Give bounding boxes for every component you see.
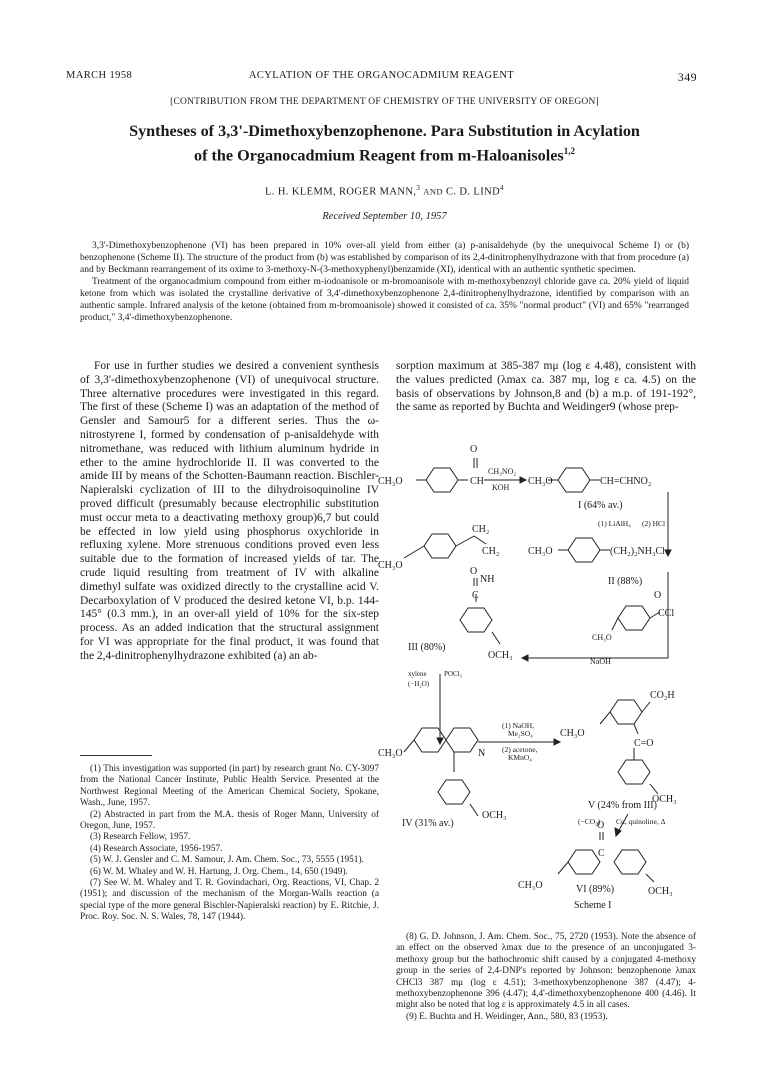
scheme-label: xylene: [408, 670, 427, 678]
scheme-label: Cu, quinoline, Δ: [616, 817, 666, 826]
footnote: (2) Abstracted in part from the M.A. thesis of Roger Mann, University of Oregon, June, 1957.: [80, 809, 379, 832]
author-mann-marker: 3: [416, 184, 421, 192]
benzene-ring: [460, 608, 492, 632]
abstract: [80, 240, 689, 324]
scheme-label: NaOH: [590, 657, 611, 666]
abstract-paragraph-1: 3,3'-Dimethoxybenzophenone (VI) has been prepared in 10% over-all yield from either (a) p-anisaldehyde (by the unequivocal Scheme I) or (b) benzophenone (Scheme II). The structure of the product from (b) was established by comparison of its 2,4-dinitrophenylhydrazone with that from procedure (a) and by Beckmann rearrangement of its oxime to 3-methoxy-N-(3-methoxyphenyl)benzamide (XI), identical with an authentic synthetic specimen.: [80, 241, 689, 275]
body-paragraph-1: For use in further studies we desired a convenient synthesis of 3,3'-dimethoxybenzophenone (VI) of unequivocal structure. Three alternative procedures were investigated in this regard. The first of these (Scheme I) was an adaptation of the method of Gensler and Samour5 for a different series. Thus the ω-nitrostyrene I, formed by condensation of p-anisaldehyde with nitromethane, was reduced with lithium aluminum hydride in ether to the amine hydrochloride II. II was converted to the amide III by means of the Schotten-Baumann reaction. Bischler-Napieralski cyclization of III to the dihydroisoquinoline IV proved difficult (presumably because electrophilic substitution must occur meta to a deactivating methoxy group)6,7 but could be effected in low yield using phosphorus oxychloride in refluxing xylene. More strenuous conditions proved even less suitable due to the formation of increased yields of tar. The crude liquid resulting from treatment of IV with alkaline dimethyl sulfate was oxidized directly to the crystalline acid V. Decarboxylation of V produced the desired ketone VI, b.p. 144-145° (0.3 mm.), in an over-all yield of 10% for the six-step process. As an added indication that the structural assignment for VI was appropriate for the final product, it was found that the 2,4-dinitrophenylhydrazone exhibited (a) an ab-: [80, 360, 379, 662]
scheme-label: II (88%): [608, 576, 643, 587]
title-line-1: Syntheses of 3,3'-Dimethoxybenzophenone. Para Substitution in Acylation: [129, 122, 640, 140]
scheme-label: NH: [480, 574, 495, 585]
scheme-label: CH₃O: [378, 748, 403, 759]
running-head-date: MARCH 1958: [66, 70, 133, 81]
scheme-label: OCH₃: [482, 810, 507, 821]
footnote: (6) W. M. Whaley and W. H. Hartung, J. Org. Chem., 14, 650 (1949).: [90, 866, 348, 877]
scheme-label: III (80%): [408, 642, 446, 653]
abstract-paragraph-2: Treatment of the organocadmium compound from either m-iodoanisole or m-bromoanisole with m-methoxybenzoyl chloride gave ca. 20% yield of liquid ketone from which was isolated the crystalline derivative of 3,4'-dimethoxybenzophenone 2,4-dinitrophenylhydrazone, identified by comparison with an authentic sample. Infrared analysis of the ketone (obtained from m-bromoanisole) showed it consisted of ca. 35% "normal product" (VI) and 65% "rearranged product," 3,4'-dimethoxybenzophenone.: [80, 277, 689, 323]
scheme-label: (−H₂O): [408, 680, 430, 688]
scheme-label: C: [598, 848, 605, 859]
benzene-ring: [614, 850, 646, 874]
scheme-label: CH=CHNO₂: [600, 476, 652, 487]
body-right-column: [396, 360, 696, 415]
title-line-2-text: of the Organocadmium Reagent from m-Haloanisoles: [194, 146, 564, 165]
benzene-ring: [424, 534, 456, 558]
scheme-label: OCH₃: [488, 650, 513, 661]
scheme-label: CO₂H: [650, 690, 675, 701]
footnote: (9) E. Buchta and H. Weidinger, Ann., 580, 83 (1953).: [406, 1011, 608, 1022]
benzene-ring: [438, 780, 470, 804]
contribution-line: [CONTRIBUTION FROM THE DEPARTMENT OF CHEMISTRY OF THE UNIVERSITY OF OREGON]: [170, 97, 599, 107]
footnote: (3) Research Fellow, 1957.: [90, 832, 191, 843]
scheme-1-drawing: [378, 422, 696, 912]
scheme-label: CH₃O: [518, 880, 543, 891]
benzene-ring: [618, 760, 650, 784]
footnote: (1) This investigation was supported (in part) by research grant No. CY-3097 from the National Cancer Institute, Public Health Service. Presented at the Northwest Regional Meeting of the American Chemical Society, Spokane, Wash., June, 1957.: [80, 764, 379, 809]
scheme-label: CCl: [658, 608, 675, 619]
title-footnote-marker: 1,2: [563, 146, 575, 156]
scheme-caption: Scheme I: [574, 900, 612, 911]
author-line: [0, 184, 769, 198]
scheme-1-figure: [378, 422, 696, 912]
scheme-label: CH₃O: [560, 728, 585, 739]
footnote: (8) G. D. Johnson, J. Am. Chem. Soc., 75, 2720 (1953). Note the absence of an effect on the observed λmax due to the presence of an unconjugated 3-methoxy group but the bathochromic shift caused by a conjugated 4-methoxy group in the series of 2,4-DNP's reported by Johnson: benzophenone λmax CHCl3 387 mμ (log ε 4.51); 3-methoxybenzophenone 387 (4.47); 4-methoxybenzophenone 396 (4.47); 4,4'-dimethoxybenzophenone 400 (4.46). It might also be noted that log ε is approximately 4.5 in all cases.: [396, 932, 696, 1011]
scheme-label: CH₃O: [592, 633, 612, 642]
scheme-label: CH₃O: [378, 476, 403, 487]
footnotes-left: [80, 764, 379, 924]
scheme-label: (2) HCl: [642, 519, 666, 528]
scheme-label: CH: [470, 476, 484, 487]
scheme-label: OCH₃: [648, 886, 673, 897]
footnote: (7) See W. M. Whaley and T. R. Govindachari, Org. Reactions, VI, Chap. 2 (1951); and discussion of the mechanism of the Morgan-Walls reaction (a special type of the more general Bischler-Napieralski reaction) by E. Ritchie, J. Proc. Roy. Soc. N. S. Wales, 78, 147 (1944).: [80, 878, 379, 923]
scheme-label: CH₂: [482, 546, 500, 557]
footnotes-right: [396, 932, 696, 1023]
scheme-label: N: [478, 748, 486, 759]
scheme-label: (1) NaOH,: [502, 721, 535, 730]
author-lind-marker: 4: [500, 184, 505, 192]
scheme-label: O: [597, 820, 605, 831]
body-left-column: [80, 360, 379, 664]
scheme-label: VI (89%): [576, 884, 615, 895]
benzene-ring: [610, 700, 642, 724]
scheme-label: OCH₃: [652, 794, 677, 805]
running-head-title: ACYLATION OF THE ORGANOCADMIUM REAGENT: [248, 70, 515, 81]
received-date: Received September 10, 1957: [322, 211, 447, 222]
scheme-label: IV (31% av.): [402, 818, 454, 829]
scheme-label: O: [470, 566, 478, 577]
scheme-label: O: [654, 590, 662, 601]
scheme-label: V (24% from III): [588, 800, 657, 811]
footnote-rule: [80, 755, 152, 756]
benzene-ring: [446, 728, 478, 752]
title-line-2: [60, 141, 709, 165]
scheme-label: (−CO₂): [578, 817, 601, 826]
author-and: AND: [423, 186, 443, 197]
footnote: (5) W. J. Gensler and C. M. Samour, J. Am. Chem. Soc., 73, 5555 (1951).: [90, 855, 364, 866]
scheme-label: (CH₂)₂NH₃Cl: [610, 546, 665, 557]
scheme-label: CH₃NO₂: [488, 467, 517, 476]
scheme-label: CH₃O: [378, 560, 403, 571]
author-klemm: L. H. KLEMM,: [264, 186, 336, 198]
scheme-label: I (64% av.): [578, 500, 623, 511]
article-title: [60, 121, 709, 165]
scheme-label: C=O: [634, 738, 654, 749]
benzene-ring: [618, 606, 650, 630]
page-number: 349: [677, 70, 697, 84]
scheme-label: (2) acetone,: [502, 745, 538, 754]
body-paragraph-2: sorption maximum at 385-387 mμ (log ε 4.48), consistent with the values predicted (λmax ca. 387 mμ, log ε ca. 4.5) on the basis of observations by Johnson,8 and (b) a m.p. of 191-192°, the same as reported by Buchta and Weidinger9 (whose prep-: [396, 360, 696, 414]
scheme-label: KMnO₄: [508, 753, 532, 762]
footnote: (4) Research Associate, 1956-1957.: [90, 843, 223, 854]
scheme-label: CH₃O: [528, 476, 553, 487]
author-lind: C. D. LIND: [445, 186, 501, 198]
scheme-label: (1) LiAlH₄: [598, 519, 631, 528]
scheme-label: C: [472, 590, 479, 601]
benzene-ring: [558, 468, 590, 492]
scheme-label: CH₂: [472, 524, 490, 535]
author-mann: ROGER MANN,: [339, 186, 417, 198]
benzene-ring: [568, 538, 600, 562]
benzene-ring: [568, 850, 600, 874]
scheme-label: O: [470, 444, 478, 455]
scheme-label: CH₃O: [528, 546, 553, 557]
scheme-label: Me₂SO₄: [508, 729, 533, 738]
scheme-label: POCl₃: [444, 670, 463, 678]
running-head: [66, 70, 697, 86]
benzene-ring: [426, 468, 458, 492]
scheme-label: KOH: [492, 483, 510, 492]
